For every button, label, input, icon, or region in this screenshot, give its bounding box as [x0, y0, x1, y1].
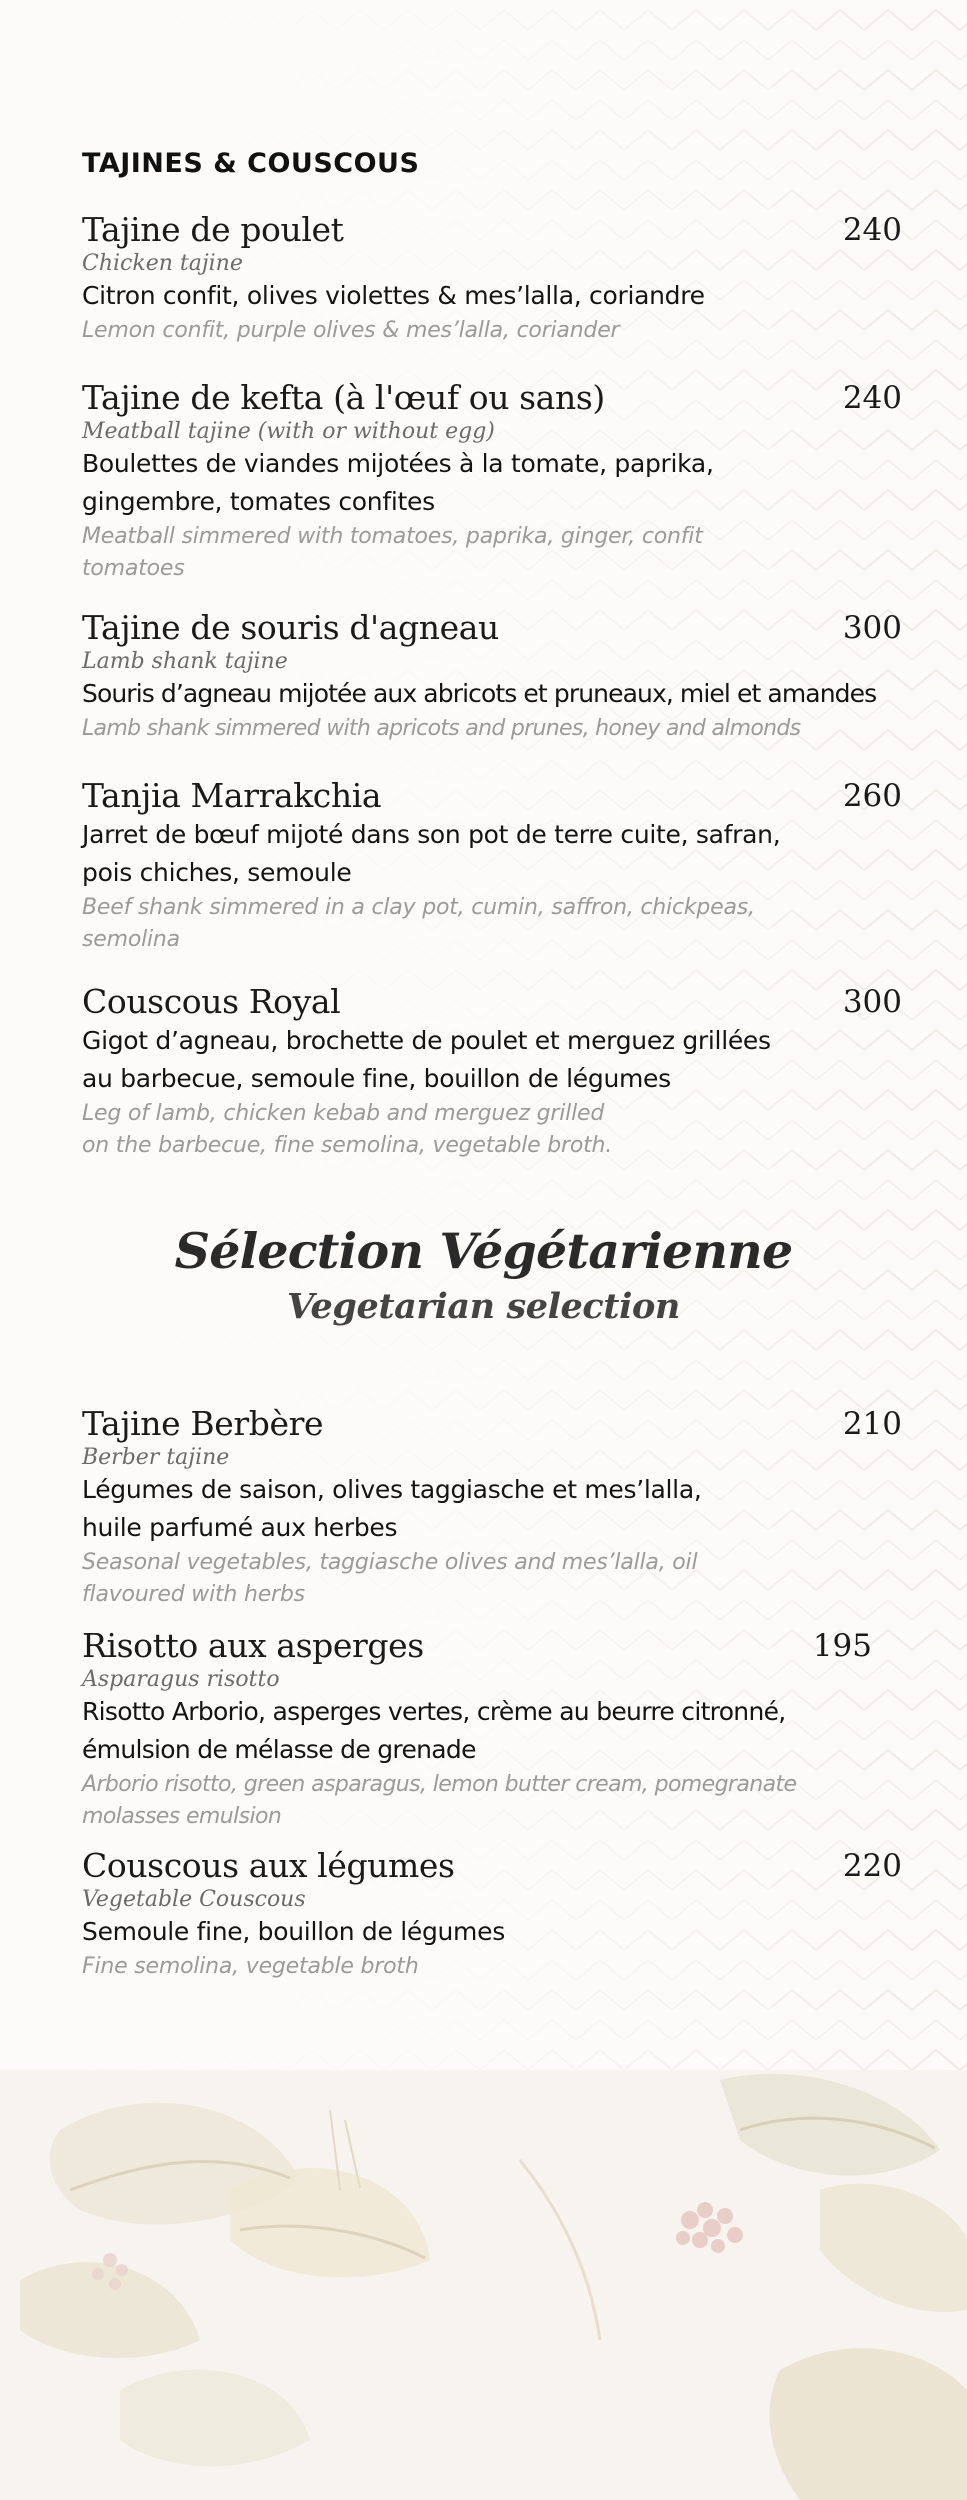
item-name: Tanjia Marrakchia [82, 776, 382, 815]
item-description-fr: Citron confit, olives violettes & mes’lalla, coriandre [82, 281, 705, 310]
item-description-en: Lamb shank simmered with apricots and prunes, honey and almonds [82, 716, 801, 741]
floral-decoration [0, 2070, 967, 2500]
item-name-english: Lamb shank tajine [82, 649, 288, 674]
item-name: Tajine Berbère [82, 1404, 324, 1443]
item-description-fr: Souris d’agneau mijotée aux abricots et pruneaux, miel et amandes [82, 679, 877, 708]
menu-item-tajine-poulet [82, 210, 902, 347]
item-name-english: Vegetable Couscous [82, 1887, 306, 1912]
menu-item-tajine-souris-agneau [82, 608, 902, 745]
item-price: 195 [812, 1628, 872, 1664]
menu-item-risotto-asperges [82, 1626, 902, 1833]
item-description-fr: Risotto Arborio, asperges vertes, crème au beurre citronné, émulsion de mélasse de grenade [82, 1697, 786, 1764]
item-description-en: Fine semolina, vegetable broth [82, 1954, 419, 1979]
item-price: 240 [842, 380, 902, 416]
menu-item-tajine-kefta [82, 378, 902, 585]
menu-item-couscous-legumes [82, 1846, 902, 1983]
item-description-en: Lemon confit, purple olives & mes’lalla, coriander [82, 318, 620, 343]
item-name-english: Berber tajine [82, 1445, 230, 1470]
vegetarian-section-subtitle: Vegetarian selection [287, 1286, 680, 1327]
item-name-english: Chicken tajine [82, 251, 243, 276]
item-description-en: Seasonal vegetables, taggiasche olives and mes’lalla, oil flavoured with herbs [82, 1550, 698, 1607]
item-description-en: Leg of lamb, chicken kebab and merguez grilled on the barbecue, fine semolina, vegetable broth. [82, 1101, 613, 1158]
item-description-en: Meatball simmered with tomatoes, paprika, ginger, confit tomatoes [82, 524, 703, 581]
vegetarian-section-title: Sélection Végétarienne [174, 1222, 793, 1280]
item-name: Tajine de poulet [82, 210, 344, 249]
item-name-english: Asparagus risotto [82, 1667, 280, 1692]
item-price: 240 [842, 212, 902, 248]
item-description-fr: Jarret de bœuf mijoté dans son pot de terre cuite, safran, pois chiches, semoule [82, 820, 781, 887]
item-name: Couscous Royal [82, 982, 341, 1021]
item-name: Risotto aux asperges [82, 1626, 424, 1665]
item-name: Tajine de souris d'agneau [82, 608, 499, 647]
item-price: 260 [842, 778, 902, 814]
item-price: 220 [842, 1848, 902, 1884]
item-description-fr: Semoule fine, bouillon de légumes [82, 1917, 505, 1946]
menu-item-couscous-royal [82, 982, 902, 1162]
menu-item-tajine-berbere [82, 1404, 902, 1611]
item-name-english: Meatball tajine (with or without egg) [82, 419, 495, 444]
item-description-en: Beef shank simmered in a clay pot, cumin, saffron, chickpeas, semolina [82, 895, 755, 952]
item-description-fr: Gigot d’agneau, brochette de poulet et merguez grillées au barbecue, semoule fine, bouillon de légumes [82, 1026, 771, 1093]
item-description-en: Arborio risotto, green asparagus, lemon butter cream, pomegranate molasses emulsion [82, 1772, 797, 1829]
item-description-fr: Boulettes de viandes mijotées à la tomate, paprika, gingembre, tomates confites [82, 449, 714, 516]
item-price: 300 [842, 984, 902, 1020]
item-price: 210 [842, 1406, 902, 1442]
menu-item-tanjia-marrakchia [82, 776, 902, 956]
item-price: 300 [842, 610, 902, 646]
section-heading-tajines: TAJINES & COUSCOUS [82, 148, 420, 179]
item-name: Tajine de kefta (à l'œuf ou sans) [82, 378, 605, 417]
item-name: Couscous aux légumes [82, 1846, 455, 1885]
item-description-fr: Légumes de saison, olives taggiasche et mes’lalla, huile parfumé aux herbes [82, 1475, 702, 1542]
